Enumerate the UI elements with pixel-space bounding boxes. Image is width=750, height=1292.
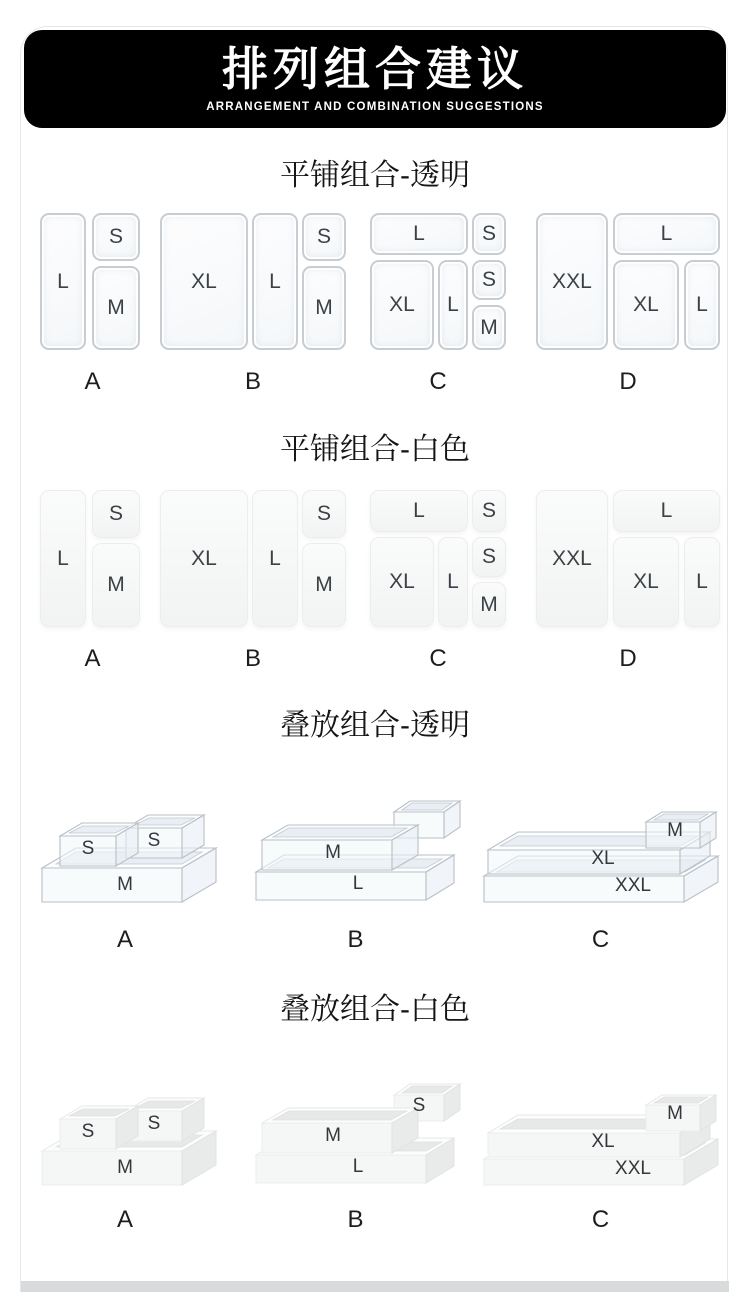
tray-label: S	[412, 1095, 426, 1116]
flat-layout-c-white	[370, 490, 506, 627]
flat-layout-c-transparent	[370, 213, 506, 350]
flat-box-s: S	[472, 213, 506, 255]
flat-box-s: S	[472, 490, 506, 532]
flat-box-xl: XL	[613, 537, 679, 627]
layout-label: A	[84, 368, 101, 395]
tray-cavity	[273, 1111, 407, 1120]
stack-svg	[30, 762, 220, 912]
flat-box-l: L	[684, 537, 720, 627]
layout-label: B	[244, 368, 261, 395]
page-title: 排列组合建议	[222, 43, 528, 96]
flat-layout-a-transparent	[40, 213, 145, 350]
layout-label: A	[116, 1206, 133, 1233]
tray-label: L	[352, 873, 364, 894]
flat-box-l: L	[370, 213, 468, 255]
stack-svg	[248, 762, 463, 912]
tray-label: S	[147, 1113, 161, 1134]
stack-svg	[30, 1045, 220, 1195]
layout-label: B	[244, 645, 261, 672]
flat-layout-b-transparent	[160, 213, 346, 350]
section-title-flat-transparent: 平铺组合-透明	[280, 159, 470, 192]
flat-box-s: S	[302, 213, 346, 261]
tray-label: XL	[591, 1131, 615, 1152]
flat-box-s: S	[472, 537, 506, 577]
tray-label: XXL	[615, 875, 651, 896]
tray-label: S	[81, 838, 95, 859]
flat-box-s: S	[92, 490, 140, 538]
flat-box-l: L	[438, 537, 468, 627]
stack-illustration-a-transparent	[30, 762, 220, 917]
tray-face-front	[42, 1151, 182, 1185]
flat-box-m: M	[302, 543, 346, 627]
layout-label: D	[619, 645, 637, 672]
flat-box-l: L	[40, 490, 86, 627]
section-title-stack-transparent: 叠放组合-透明	[280, 709, 470, 742]
flat-box-xl: XL	[160, 490, 248, 627]
tray-label: M	[667, 820, 683, 841]
flat-box-l: L	[40, 213, 86, 350]
layout-label: D	[619, 368, 637, 395]
flat-box-s: S	[92, 213, 140, 261]
flat-box-m: M	[92, 543, 140, 627]
flat-box-s: S	[472, 260, 506, 300]
flat-box-xl: XL	[160, 213, 248, 350]
flat-box-l: L	[613, 213, 720, 255]
stack-illustration-c-transparent	[478, 762, 723, 917]
tray-face-front	[484, 1159, 684, 1185]
flat-box-l: L	[438, 260, 468, 350]
flat-box-l: L	[613, 490, 720, 532]
tray-label: L	[352, 1156, 364, 1177]
section-title-flat-white: 平铺组合-白色	[280, 433, 470, 466]
flat-box-l: L	[252, 490, 298, 627]
tray-label: M	[117, 1157, 133, 1178]
tray-face-front	[42, 868, 182, 902]
tray-label: M	[117, 874, 133, 895]
stack-svg	[248, 1045, 463, 1195]
flat-layout-d-white	[536, 490, 720, 627]
layout-label: C	[591, 1206, 610, 1233]
flat-box-xxl: XXL	[536, 213, 608, 350]
flat-box-xl: XL	[370, 537, 434, 627]
flat-layout-a-white	[40, 490, 145, 627]
page-subtitle: ARRANGEMENT AND COMBINATION SUGGESTIONS	[206, 100, 544, 113]
tray-face-front	[256, 872, 426, 900]
layout-label: C	[429, 645, 447, 672]
tray-label: XXL	[615, 1158, 651, 1179]
tray-face-front	[484, 876, 684, 902]
tray-s-3d	[60, 1106, 138, 1149]
stack-svg	[478, 762, 723, 912]
layout-label: A	[84, 645, 101, 672]
flat-box-l: L	[684, 260, 720, 350]
flat-box-m: M	[472, 305, 506, 350]
flat-box-s: S	[302, 490, 346, 538]
layout-label: C	[429, 368, 447, 395]
flat-box-xl: XL	[370, 260, 434, 350]
header-banner	[24, 30, 726, 128]
stack-illustration-c-white	[478, 1045, 723, 1200]
stack-svg	[478, 1045, 723, 1195]
layout-label: B	[347, 926, 364, 953]
stack-illustration-b-white	[248, 1045, 463, 1200]
layout-label: C	[591, 926, 610, 953]
tray-label: S	[81, 1121, 95, 1142]
tray-s-3d	[60, 823, 138, 866]
tray-face-front	[488, 850, 680, 874]
stack-illustration-a-white	[30, 1045, 220, 1200]
flat-box-xl: XL	[613, 260, 679, 350]
tray-face-front	[488, 1133, 680, 1157]
tray-label: S	[147, 830, 161, 851]
flat-box-l: L	[252, 213, 298, 350]
tray-label: XL	[591, 848, 615, 869]
flat-layout-b-white	[160, 490, 346, 627]
tray-label: M	[667, 1103, 683, 1124]
flat-layout-d-transparent	[536, 213, 720, 350]
flat-box-m: M	[472, 582, 506, 627]
section-title-stack-white: 叠放组合-白色	[280, 993, 470, 1026]
page-bottom-divider	[21, 1281, 729, 1292]
tray-face-front	[256, 1155, 426, 1183]
tray-label: M	[325, 1125, 341, 1146]
stack-illustration-b-transparent	[248, 762, 463, 917]
layout-label: B	[347, 1206, 364, 1233]
tray-label: M	[325, 842, 341, 863]
flat-box-xxl: XXL	[536, 490, 608, 627]
flat-box-l: L	[370, 490, 468, 532]
layout-label: A	[116, 926, 133, 953]
tray-cavity	[273, 828, 407, 837]
flat-box-m: M	[92, 266, 140, 350]
flat-box-m: M	[302, 266, 346, 350]
